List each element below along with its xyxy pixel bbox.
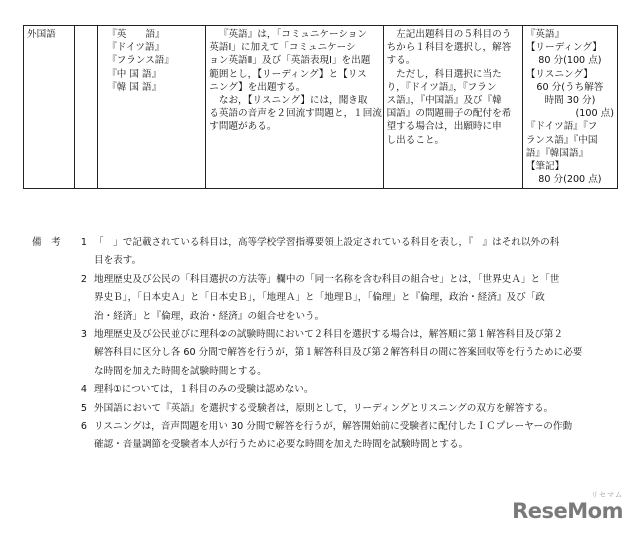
time-line: 80 分(200 点) xyxy=(538,174,602,186)
category-cell xyxy=(24,26,75,189)
time-line: 語』『韓国語』 xyxy=(525,147,589,159)
note-text: 地理歴史及び公民の「科目選択の方法等」欄中の「同一名称を含む科目の組合せ」とは，「世界史Ａ」と「世 xyxy=(94,273,560,285)
scope-line: 範囲とし，【リーディング】と【リス xyxy=(209,68,367,80)
method-line: 左記出題科目の５科目のう xyxy=(396,29,512,40)
scope-line: る英語の音声を２回流す問題と，１回流 xyxy=(209,108,382,120)
time-line: 80 分(100 点) xyxy=(538,55,602,67)
note-text: 「 」で記載されている科目は，高等学校学習指導要領上設定されている科目を表し，『 』はそれ以外の科 xyxy=(94,237,560,248)
note-item xyxy=(32,400,622,418)
time-line: 【リスニング】 xyxy=(525,68,593,80)
subject-item: 『ドイツ語』 xyxy=(107,42,165,54)
notes-section xyxy=(32,234,622,455)
note-text: 解答科目に区分し各 60 分間で解答を行うが，第１解答科目及び第２解答科目の間に答案回収等を行うために必要 xyxy=(94,347,583,359)
note-item xyxy=(32,271,622,326)
scope-line: 『英語』は，「コミュニケーション xyxy=(218,29,367,40)
time-line: 【リーディング】 xyxy=(525,42,602,54)
subject-item: 『英 語』 xyxy=(107,29,165,40)
note-text: 界史Ｂ」，「日本史Ａ」と「日本史Ｂ」，「地理Ａ」と「地理Ｂ」，「倫理」と『倫理，政治・経済』及び「政 xyxy=(94,292,545,304)
method-line: 望する場合は，出願時に申 xyxy=(386,121,502,133)
method-line: し出ること。 xyxy=(386,134,445,146)
scope-line: なお，【リスニング】には，聞き取 xyxy=(218,95,368,107)
note-number: 2 xyxy=(80,273,87,285)
note-item xyxy=(32,381,622,399)
note-number: 4 xyxy=(80,384,87,396)
note-text: 理科①については，１科目のみの受験は認めない。 xyxy=(94,384,314,396)
subject-item: 『フランス語』 xyxy=(107,55,174,67)
note-number: 3 xyxy=(80,329,87,341)
scope-line: ニング】を出題する。 xyxy=(209,81,306,93)
note-number: 5 xyxy=(80,402,87,414)
notes-label: 備 考 xyxy=(32,237,61,248)
note-text: 治・経済」と『倫理，政治・経済』の組合せをいう。 xyxy=(94,310,325,322)
category-label: 外国語 xyxy=(27,29,56,40)
table-row xyxy=(24,26,618,189)
logo-text: ReseMom xyxy=(512,499,623,523)
note-text: 確認・音量調節を受験者本人が行うために必要な時間を加えた時間を試験時間とする。 xyxy=(94,439,469,451)
time-line: 60 分(うち解答 xyxy=(536,81,604,93)
scope-line: 英語Ⅰ」に加えて「コミュニケーシ xyxy=(209,42,356,54)
subject-item: 『韓 国 語』 xyxy=(107,81,162,93)
note-text: な時間を加えた時間を試験時間とする。 xyxy=(94,365,267,377)
exam-time-cell xyxy=(522,26,617,189)
time-line: ランス語』『中国 xyxy=(525,134,598,146)
exam-subject-table xyxy=(23,25,618,189)
note-text: 地理歴史及び公民並びに理科②の試験時間において２科目を選択する場合は，解答順に第１解答科目及び第２ xyxy=(94,329,564,341)
note-number: 6 xyxy=(80,421,87,433)
method-line: ただし，科目選択に当た xyxy=(396,68,502,80)
time-line: 【筆記】 xyxy=(525,161,565,173)
subject-item: 『中 国 語』 xyxy=(107,68,162,80)
note-text: リスニングは，音声問題を用い 30 分間で解答を行うが，解答開始前に受験者に配付したＩＣプレーヤーの作動 xyxy=(94,421,573,433)
logo-kana: リセマム xyxy=(591,491,623,499)
method-line: 国語』の問題冊子の配付を希 xyxy=(386,108,512,120)
note-text: 目を表す。 xyxy=(94,255,142,267)
scope-line: す問題がある。 xyxy=(209,121,277,133)
method-line: する。 xyxy=(386,55,416,67)
method-line: ちから１科目を選択し，解答 xyxy=(386,42,512,54)
note-item xyxy=(32,418,622,455)
resemom-logo xyxy=(512,491,623,523)
selection-method-cell xyxy=(383,26,522,189)
time-line: 時間 30 分) xyxy=(544,95,596,107)
time-line: 『ドイツ語』『フ xyxy=(525,121,598,133)
scope-line: ョン英語Ⅱ」及び「英語表現Ⅰ」を出題 xyxy=(209,55,371,67)
method-line: り，『ドイツ語』，『フラン xyxy=(386,81,497,93)
subjects-cell xyxy=(98,26,206,189)
scope-cell xyxy=(206,26,383,189)
method-line: ス語』，『中国語』及び『韓 xyxy=(386,95,502,107)
note-number: 1 xyxy=(80,237,87,248)
note-text: 外国語において『英語』を選択する受験者は，原則として，リーディングとリスニングの双方を解答する。 xyxy=(94,402,554,414)
time-line: (100 点) xyxy=(575,108,614,120)
note-item xyxy=(32,234,622,271)
blank-cell xyxy=(75,26,98,189)
note-item xyxy=(32,326,622,381)
time-line: 『英語』 xyxy=(525,29,565,40)
